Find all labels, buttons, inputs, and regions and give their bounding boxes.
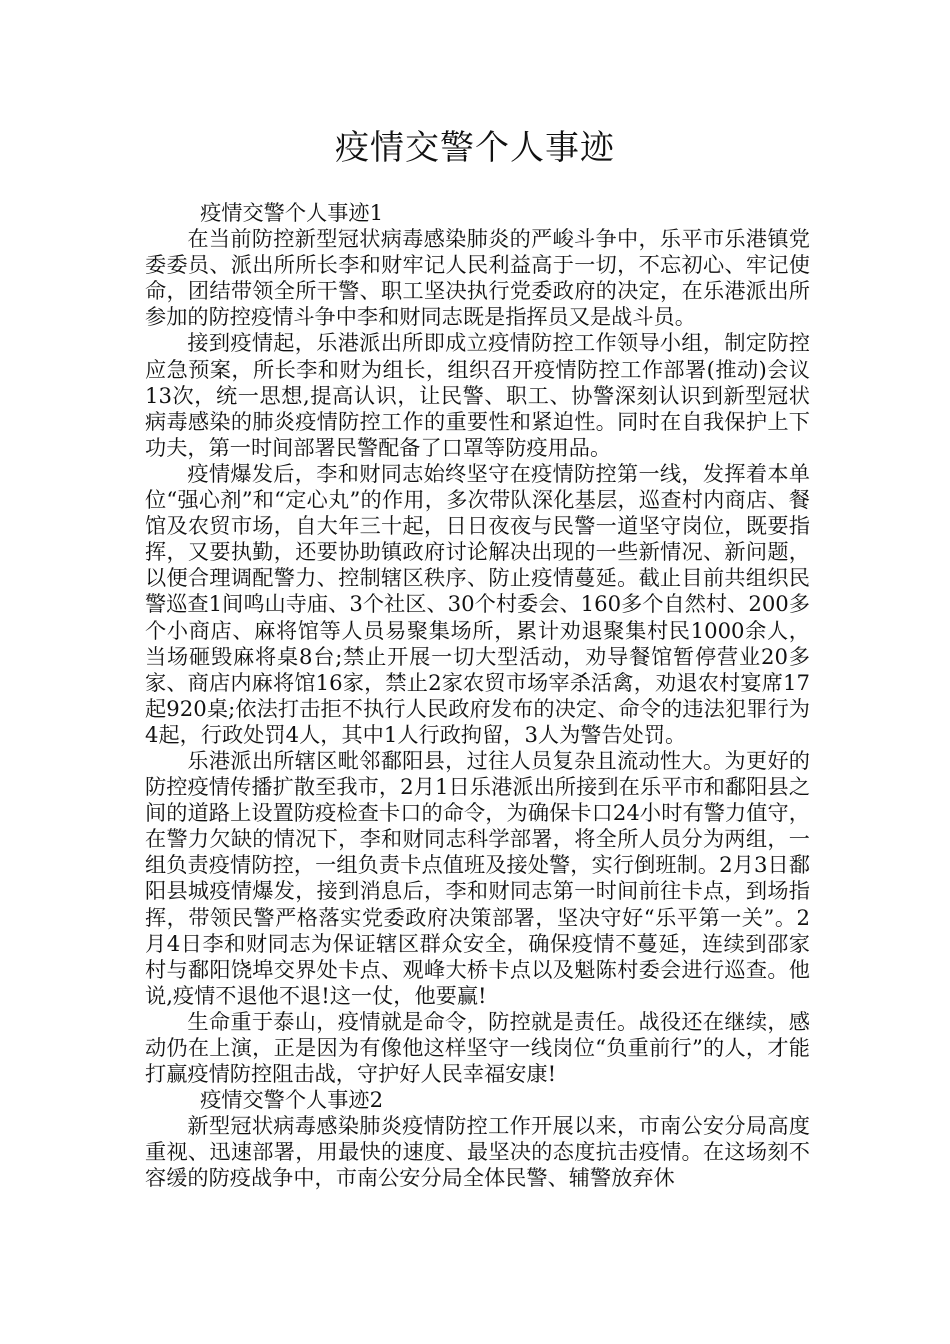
paragraph-1-1: 在当前防控新型冠状病毒感染肺炎的严峻斗争中，乐平市乐港镇党委委员、派出所所长李和财牢记人民利益高于一切，不忘初心、牢记使命，团结带领全所干警、职工坚决执行党委政府的决定，在乐港派出所参加的防控疫情斗争中李和财同志既是指挥员又是战斗员。 xyxy=(145,226,810,330)
section-heading-2: 疫情交警个人事迹2 xyxy=(200,1087,384,1113)
paragraph-1-2: 接到疫情起，乐港派出所即成立疫情防控工作领导小组，制定防控应急预案，所长李和财为组长，组织召开疫情防控工作部署(推动)会议13次，统一思想,提高认识，让民警、职工、协警深刻认识到新型冠状病毒感染的肺炎疫情防控工作的重要性和紧迫性。同时在自我保护上下功夫，第一时间部署民警配备了口罩等防疫用品。 xyxy=(145,330,810,460)
paragraph-1-5: 生命重于泰山，疫情就是命令，防控就是责任。战役还在继续，感动仍在上演，正是因为有像他这样坚守一线岗位“负重前行”的人，才能打赢疫情防控阻击战，守护好人民幸福安康! xyxy=(145,1008,810,1087)
document-body xyxy=(145,200,810,1192)
paragraph-1-4: 乐港派出所辖区毗邻鄱阳县，过往人员复杂且流动性大。为更好的防控疫情传播扩散至我市，2月1日乐港派出所接到在乐平市和鄱阳县之间的道路上设置防疫检查卡口的命令，为确保卡口24小时有警力值守，在警力欠缺的情况下，李和财同志科学部署，将全所人员分为两组，一组负责疫情防控，一组负责卡点值班及接处警，实行倒班制。2月3日鄱阳县城疫情爆发，接到消息后，李和财同志第一时间前往卡点，到场指挥，带领民警严格落实党委政府决策部署，坚决守好“乐平第一关”。2月4日李和财同志为保证辖区群众安全，确保疫情不蔓延，连续到邵家村与鄱阳饶埠交界处卡点、观峰大桥卡点以及魁陈村委会进行巡查。他说,疫情不退他不退!这一仗，他要赢! xyxy=(145,747,810,1008)
document-title: 疫情交警个人事迹 xyxy=(335,128,615,168)
paragraph-2-1: 新型冠状病毒感染肺炎疫情防控工作开展以来，市南公安分局高度重视、迅速部署，用最快的速度、最坚决的态度抗击疫情。在这场刻不容缓的防疫战争中，市南公安分局全体民警、辅警放弃休 xyxy=(145,1113,810,1191)
section-heading-1: 疫情交警个人事迹1 xyxy=(200,200,384,225)
paragraph-1-3: 疫情爆发后，李和财同志始终坚守在疫情防控第一线，发挥着本单位“强心剂”和“定心丸”的作用，多次带队深化基层，巡查村内商店、餐馆及农贸市场，自大年三十起，日日夜夜与民警一道坚守岗位，既要指挥，又要执勤，还要协助镇政府讨论解决出现的一些新情况、新问题，以便合理调配警力、控制辖区秩序、防止疫情蔓延。截止目前共组织民警巡查1间鸣山寺庙、3个社区、30个村委会、160多个自然村、200多个小商店、麻将馆等人员易聚集场所，累计劝退聚集村民1000余人，当场砸毁麻将桌8台;禁止开展一切大型活动，劝导餐馆暂停营业20多家、商店内麻将馆16家，禁止2家农贸市场宰杀活禽，劝退农村宴席17起920桌;依法打击拒不执行人民政府发布的决定、命令的违法犯罪行为4起，行政处罚4人，其中1人行政拘留，3人为警告处罚。 xyxy=(145,460,810,747)
